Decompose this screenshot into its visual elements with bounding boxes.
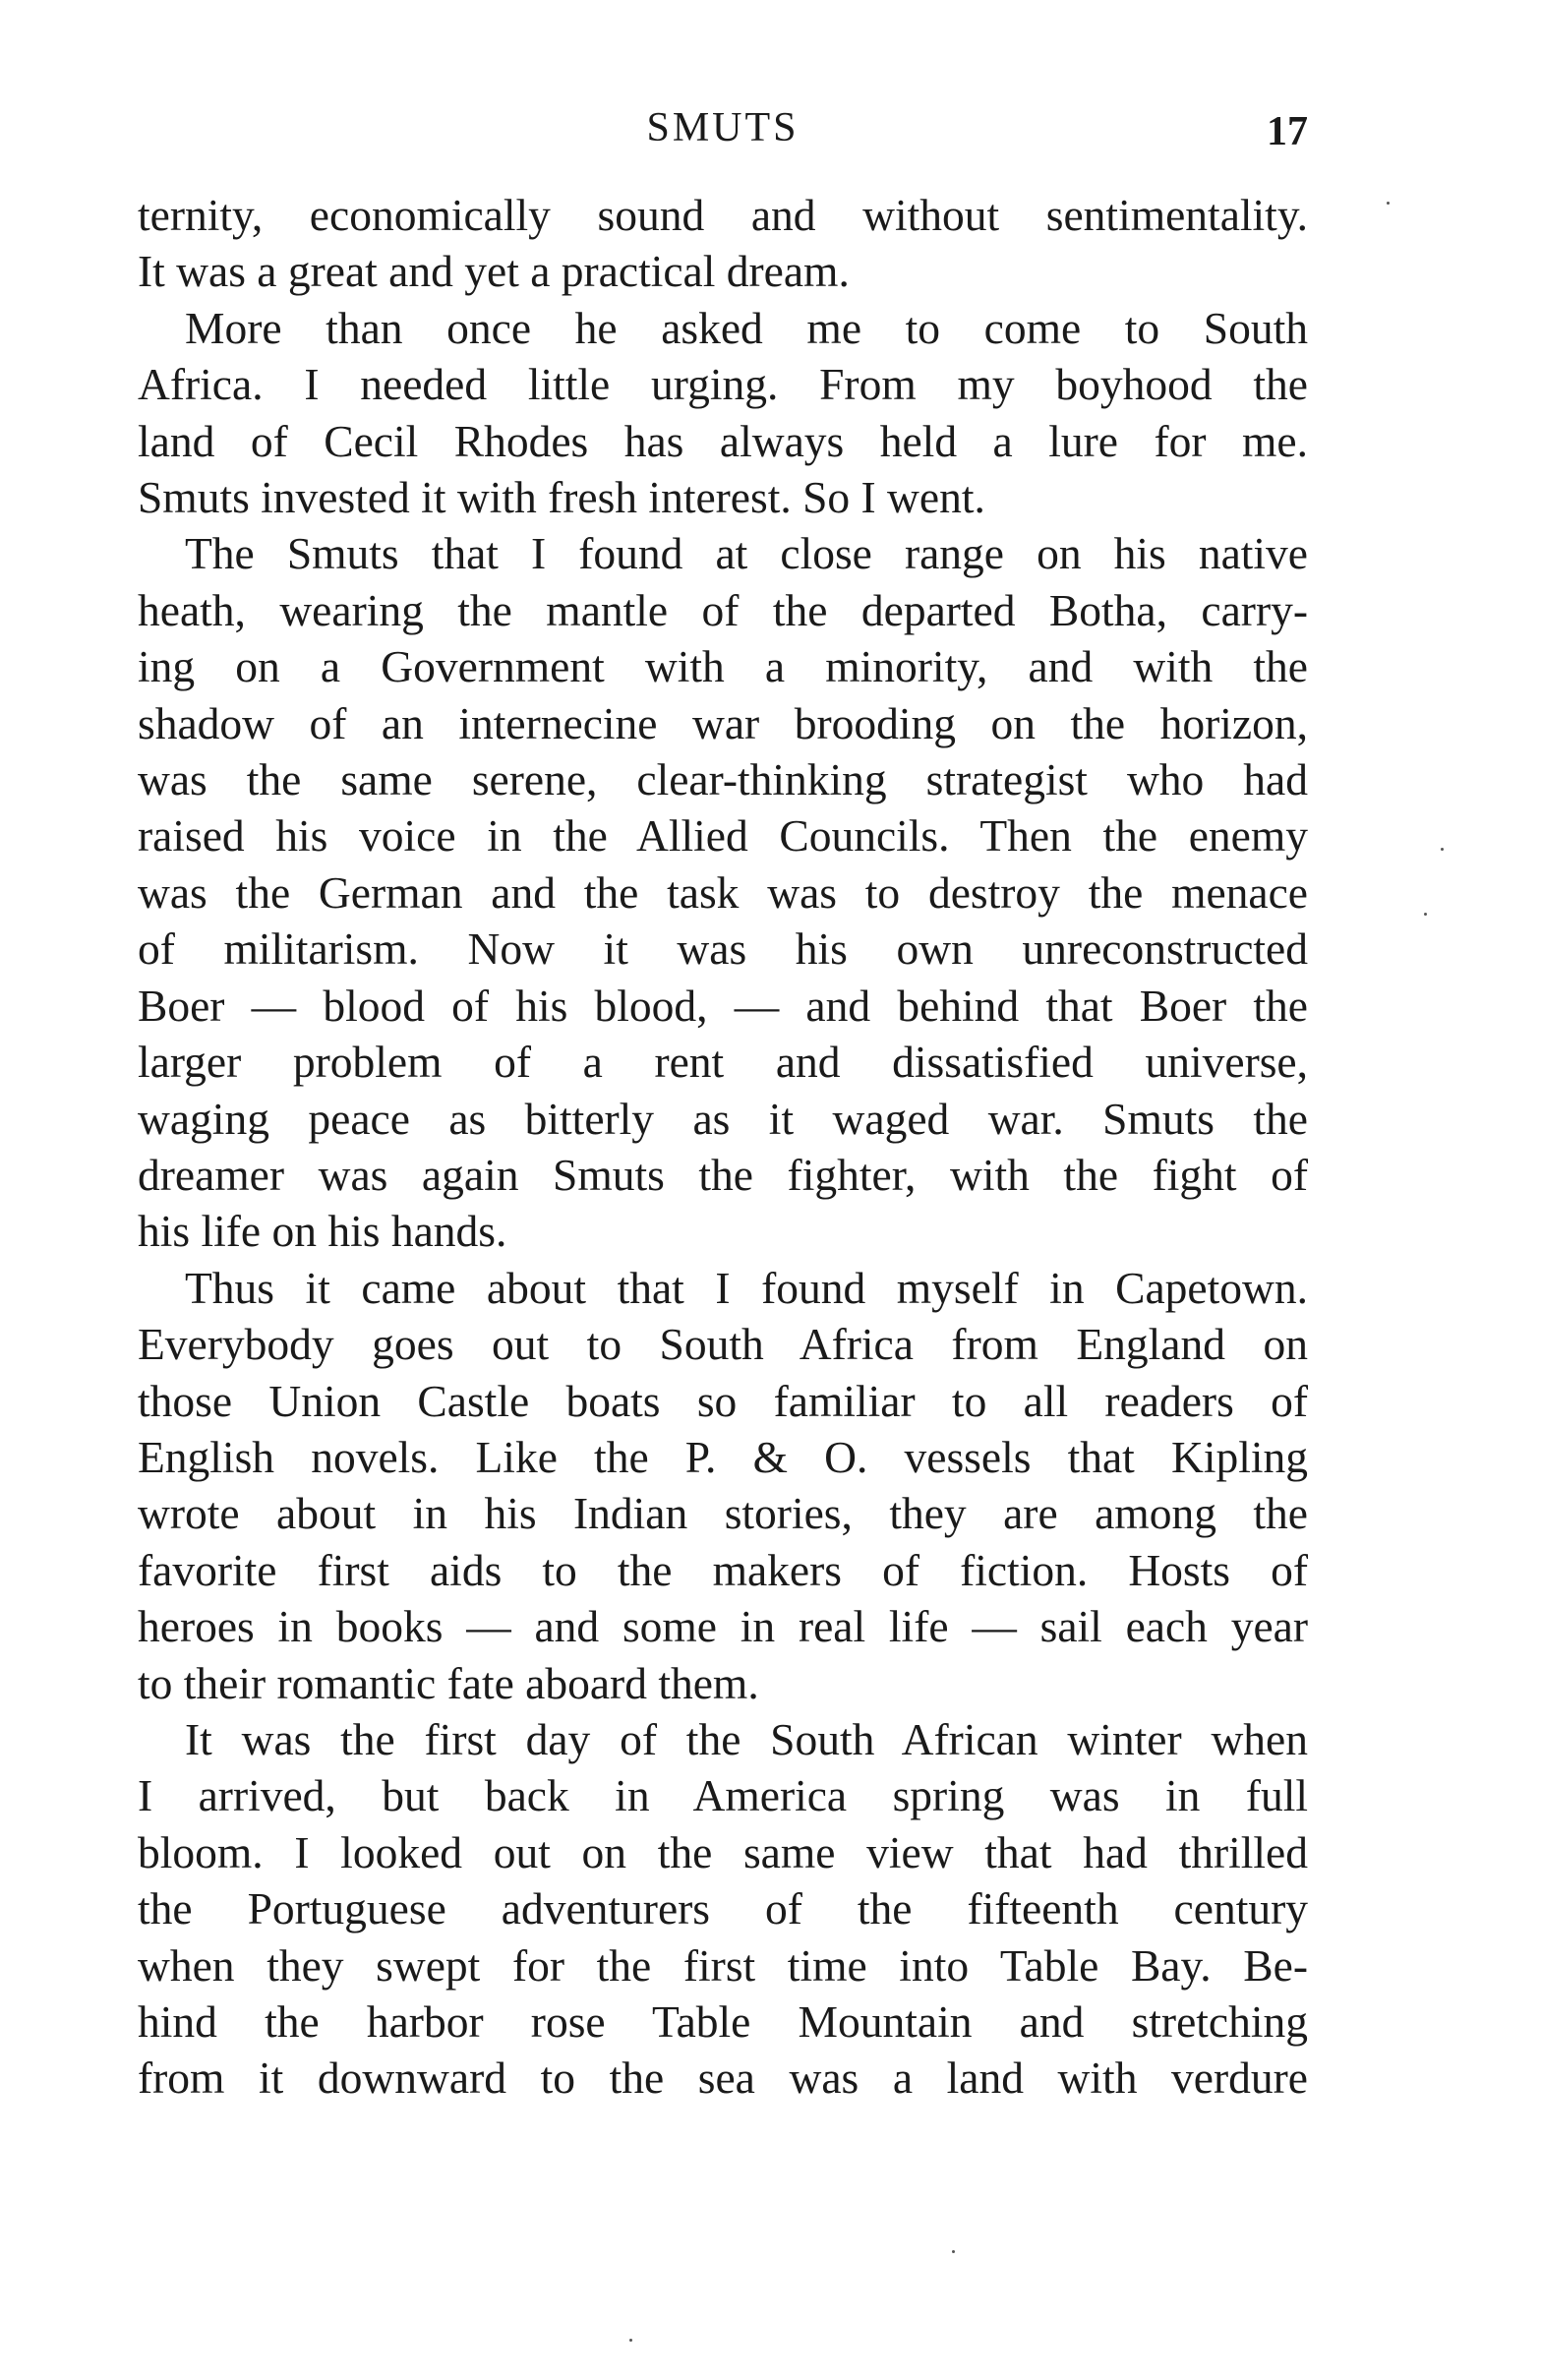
text-line: hind the harbor rose Table Mountain and stretching	[138, 1996, 1308, 2047]
text-line: It was a great and yet a practical dream.	[138, 246, 850, 297]
page-number: 17	[1267, 109, 1308, 154]
text-line: Thus it came about that I found myself in Capetown.	[185, 1262, 1308, 1313]
text-line: when they swept for the first time into Table Bay. Be-	[138, 1939, 1308, 1991]
text-line: waging peace as bitterly as it waged war. Smuts the	[138, 1093, 1308, 1144]
text-line: dreamer was again Smuts the fighter, with the fight of	[138, 1149, 1308, 1200]
paper-speck	[629, 2339, 632, 2342]
text-line: from it downward to the sea was a land with verdure	[138, 2053, 1308, 2104]
text-line: bloom. I looked out on the same view that had thrilled	[138, 1826, 1308, 1877]
text-line: wrote about in his Indian stories, they are among the	[138, 1488, 1308, 1539]
text-line: of militarism. Now it was his own unreconstructed	[138, 923, 1308, 975]
paper-speck	[1441, 848, 1444, 851]
text-line: Everybody goes out to South Africa from England on	[138, 1319, 1308, 1370]
text-line: shadow of an internecine war brooding on the horizon,	[138, 697, 1308, 748]
paper-speck	[952, 2250, 955, 2253]
running-title: SMUTS	[646, 105, 800, 150]
text-line: heath, wearing the mantle of the departed Botha, carry-	[138, 584, 1308, 635]
paper-speck	[1424, 913, 1427, 916]
paper-speck	[1387, 202, 1390, 205]
body-text	[138, 187, 1308, 2107]
text-line: More than once he asked me to come to South	[185, 302, 1308, 353]
text-line: The Smuts that I found at close range on his native	[185, 528, 1308, 579]
text-line: was the German and the task was to destroy the menace	[138, 866, 1308, 918]
text-line: ing on a Government with a minority, and with the	[138, 641, 1308, 692]
text-line: his life on his hands.	[138, 1206, 507, 1257]
text-line: land of Cecil Rhodes has always held a lure for me.	[138, 415, 1308, 466]
text-line: was the same serene, clear-thinking strategist who had	[138, 754, 1308, 805]
text-line: heroes in books — and some in real life — sail each year	[138, 1601, 1308, 1652]
running-head	[138, 98, 1308, 157]
text-line: ternity, economically sound and without sentimentality.	[138, 190, 1308, 240]
text-line: Boer — blood of his blood, — and behind that Boer the	[138, 980, 1308, 1031]
text-line: raised his voice in the Allied Councils. Then the enemy	[138, 810, 1308, 862]
text-line: It was the first day of the South African winter when	[185, 1713, 1308, 1764]
text-line: Africa. I needed little urging. From my boyhood the	[138, 359, 1308, 410]
text-line: Smuts invested it with fresh interest. So I went.	[138, 472, 985, 523]
text-line: English novels. Like the P. & O. vessels that Kipling	[138, 1431, 1308, 1482]
text-line: I arrived, but back in America spring was in full	[138, 1770, 1308, 1821]
text-line: larger problem of a rent and dissatisfied universe,	[138, 1037, 1308, 1088]
text-line: those Union Castle boats so familiar to all readers of	[138, 1375, 1308, 1426]
text-line: to their romantic fate aboard them.	[138, 1657, 759, 1708]
text-line: favorite first aids to the makers of fiction. Hosts of	[138, 1544, 1308, 1595]
text-line: the Portuguese adventurers of the fifteenth century	[138, 1883, 1308, 1934]
